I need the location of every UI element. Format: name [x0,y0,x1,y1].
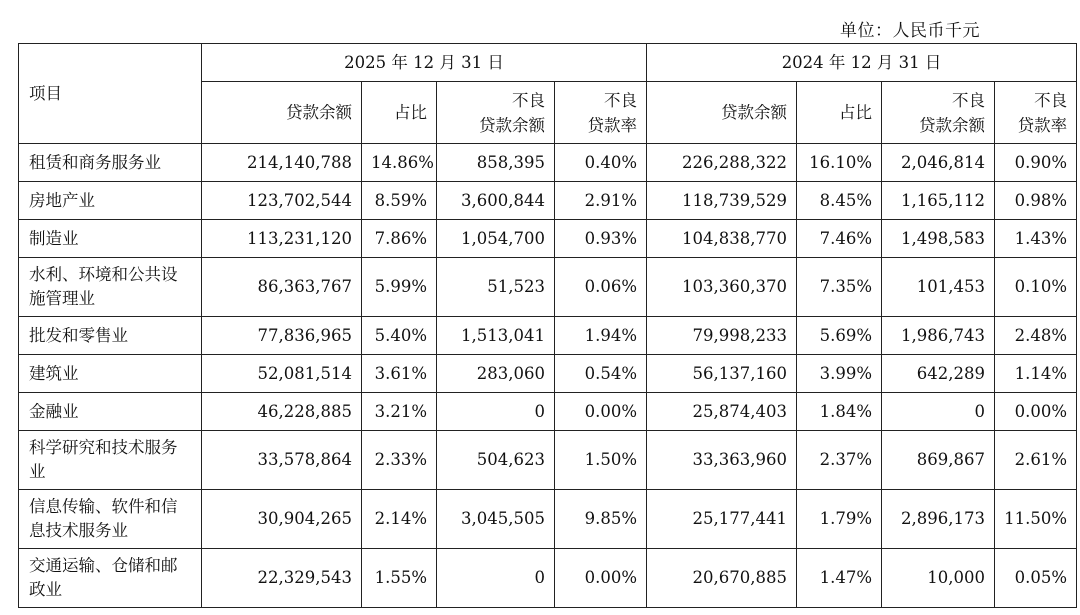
cell-loan-balance-2024: 25,874,403 [647,393,797,431]
header-npl-ratio-line1: 不良 [1034,90,1068,110]
cell-npl-balance-2024: 10,000 [882,549,995,608]
industry-name: 水利、环境和公共设施管理业 [19,258,202,317]
cell-npl-balance-2024: 869,867 [882,431,995,490]
cell-loan-balance-2024: 56,137,160 [647,355,797,393]
table-row [19,549,1077,608]
cell-npl-balance-2024: 1,986,743 [882,317,995,355]
unit-label: 单位：人民币千元 [840,21,980,41]
cell-share-2024: 7.46% [797,220,882,258]
header-npl-ratio-line1: 不良 [604,90,638,110]
cell-loan-balance-2024: 20,670,885 [647,549,797,608]
cell-npl-ratio-2024: 0.98% [995,182,1077,220]
header-period-2025: 2025 年 12 月 31 日 [202,44,647,82]
header-period-2024: 2024 年 12 月 31 日 [647,44,1077,82]
cell-share-2025: 2.14% [362,490,437,549]
table-row [19,490,1077,549]
cell-loan-balance-2025: 46,228,885 [202,393,362,431]
cell-share-2025: 2.33% [362,431,437,490]
cell-npl-balance-2024: 2,896,173 [882,490,995,549]
cell-share-2024: 5.69% [797,317,882,355]
cell-share-2025: 8.59% [362,182,437,220]
cell-loan-balance-2025: 113,231,120 [202,220,362,258]
industry-name: 金融业 [19,393,202,431]
cell-loan-balance-2025: 52,081,514 [202,355,362,393]
cell-npl-balance-2024: 1,165,112 [882,182,995,220]
cell-loan-balance-2025: 77,836,965 [202,317,362,355]
industry-name: 信息传输、软件和信息技术服务业 [19,490,202,549]
cell-npl-ratio-2025: 9.85% [555,490,647,549]
cell-loan-balance-2024: 79,998,233 [647,317,797,355]
header-row-periods [19,44,1077,82]
cell-loan-balance-2024: 118,739,529 [647,182,797,220]
cell-loan-balance-2025: 33,578,864 [202,431,362,490]
cell-npl-ratio-2025: 2.91% [555,182,647,220]
cell-share-2024: 8.45% [797,182,882,220]
cell-npl-balance-2025: 51,523 [437,258,555,317]
header-share-2025: 占比 [362,82,437,144]
cell-npl-ratio-2024: 2.48% [995,317,1077,355]
cell-share-2024: 1.79% [797,490,882,549]
cell-npl-balance-2025: 3,600,844 [437,182,555,220]
industry-name: 科学研究和技术服务业 [19,431,202,490]
cell-npl-balance-2024: 642,289 [882,355,995,393]
cell-npl-ratio-2024: 1.43% [995,220,1077,258]
header-npl-balance-line1: 不良 [512,90,545,110]
header-share-2024: 占比 [797,82,882,144]
cell-npl-ratio-2024: 11.50% [995,490,1077,549]
cell-npl-balance-2024: 1,498,583 [882,220,995,258]
cell-npl-ratio-2025: 0.54% [555,355,647,393]
industry-loan-table [18,43,1077,608]
cell-loan-balance-2025: 30,904,265 [202,490,362,549]
header-npl-balance-line2: 贷款余额 [479,115,545,135]
cell-share-2025: 3.21% [362,393,437,431]
cell-npl-ratio-2025: 0.93% [555,220,647,258]
cell-loan-balance-2025: 22,329,543 [202,549,362,608]
table-row [19,393,1077,431]
cell-npl-ratio-2025: 0.00% [555,393,647,431]
cell-npl-balance-2025: 1,513,041 [437,317,555,355]
table-row [19,355,1077,393]
cell-share-2025: 5.99% [362,258,437,317]
cell-loan-balance-2024: 103,360,370 [647,258,797,317]
header-item: 项目 [19,44,202,144]
industry-name: 交通运输、仓储和邮政业 [19,549,202,608]
cell-share-2024: 1.47% [797,549,882,608]
cell-loan-balance-2025: 86,363,767 [202,258,362,317]
cell-loan-balance-2024: 33,363,960 [647,431,797,490]
industry-name: 建筑业 [19,355,202,393]
industry-name: 批发和零售业 [19,317,202,355]
cell-loan-balance-2024: 226,288,322 [647,144,797,182]
table-row [19,431,1077,490]
table-row [19,182,1077,220]
cell-share-2025: 5.40% [362,317,437,355]
cell-share-2024: 3.99% [797,355,882,393]
table-row [19,220,1077,258]
cell-share-2025: 14.86% [362,144,437,182]
cell-npl-balance-2025: 504,623 [437,431,555,490]
cell-npl-ratio-2024: 1.14% [995,355,1077,393]
cell-loan-balance-2024: 104,838,770 [647,220,797,258]
industry-name: 制造业 [19,220,202,258]
header-npl-ratio-2025 [555,82,647,144]
cell-npl-ratio-2024: 0.00% [995,393,1077,431]
cell-npl-ratio-2024: 0.05% [995,549,1077,608]
header-loan-balance-2025: 贷款余额 [202,82,362,144]
cell-npl-balance-2025: 0 [437,393,555,431]
table-body [19,144,1077,608]
header-npl-balance-2024 [882,82,995,144]
cell-npl-ratio-2025: 1.50% [555,431,647,490]
cell-npl-balance-2025: 858,395 [437,144,555,182]
header-npl-ratio-line2: 贷款率 [1017,115,1068,135]
cell-share-2024: 1.84% [797,393,882,431]
cell-share-2024: 7.35% [797,258,882,317]
cell-npl-balance-2024: 2,046,814 [882,144,995,182]
cell-npl-ratio-2025: 0.06% [555,258,647,317]
cell-share-2024: 2.37% [797,431,882,490]
table-row [19,144,1077,182]
cell-share-2025: 7.86% [362,220,437,258]
table-row [19,317,1077,355]
cell-npl-balance-2024: 101,453 [882,258,995,317]
cell-npl-balance-2025: 0 [437,549,555,608]
cell-npl-ratio-2024: 2.61% [995,431,1077,490]
cell-npl-balance-2025: 3,045,505 [437,490,555,549]
cell-share-2025: 3.61% [362,355,437,393]
cell-npl-ratio-2025: 1.94% [555,317,647,355]
cell-npl-ratio-2025: 0.40% [555,144,647,182]
header-npl-balance-line2: 贷款余额 [919,115,986,135]
cell-share-2025: 1.55% [362,549,437,608]
header-npl-balance-line1: 不良 [952,90,986,110]
cell-npl-balance-2025: 1,054,700 [437,220,555,258]
cell-npl-balance-2025: 283,060 [437,355,555,393]
cell-loan-balance-2025: 123,702,544 [202,182,362,220]
industry-name: 租赁和商务服务业 [19,144,202,182]
header-npl-ratio-line2: 贷款率 [587,115,638,135]
cell-npl-ratio-2024: 0.10% [995,258,1077,317]
header-npl-balance-2025 [437,82,555,144]
cell-npl-ratio-2024: 0.90% [995,144,1077,182]
industry-name: 房地产业 [19,182,202,220]
cell-loan-balance-2024: 25,177,441 [647,490,797,549]
header-loan-balance-2024: 贷款余额 [647,82,797,144]
cell-share-2024: 16.10% [797,144,882,182]
header-npl-ratio-2024 [995,82,1077,144]
cell-npl-ratio-2025: 0.00% [555,549,647,608]
cell-loan-balance-2025: 214,140,788 [202,144,362,182]
table-row [19,258,1077,317]
cell-npl-balance-2024: 0 [882,393,995,431]
